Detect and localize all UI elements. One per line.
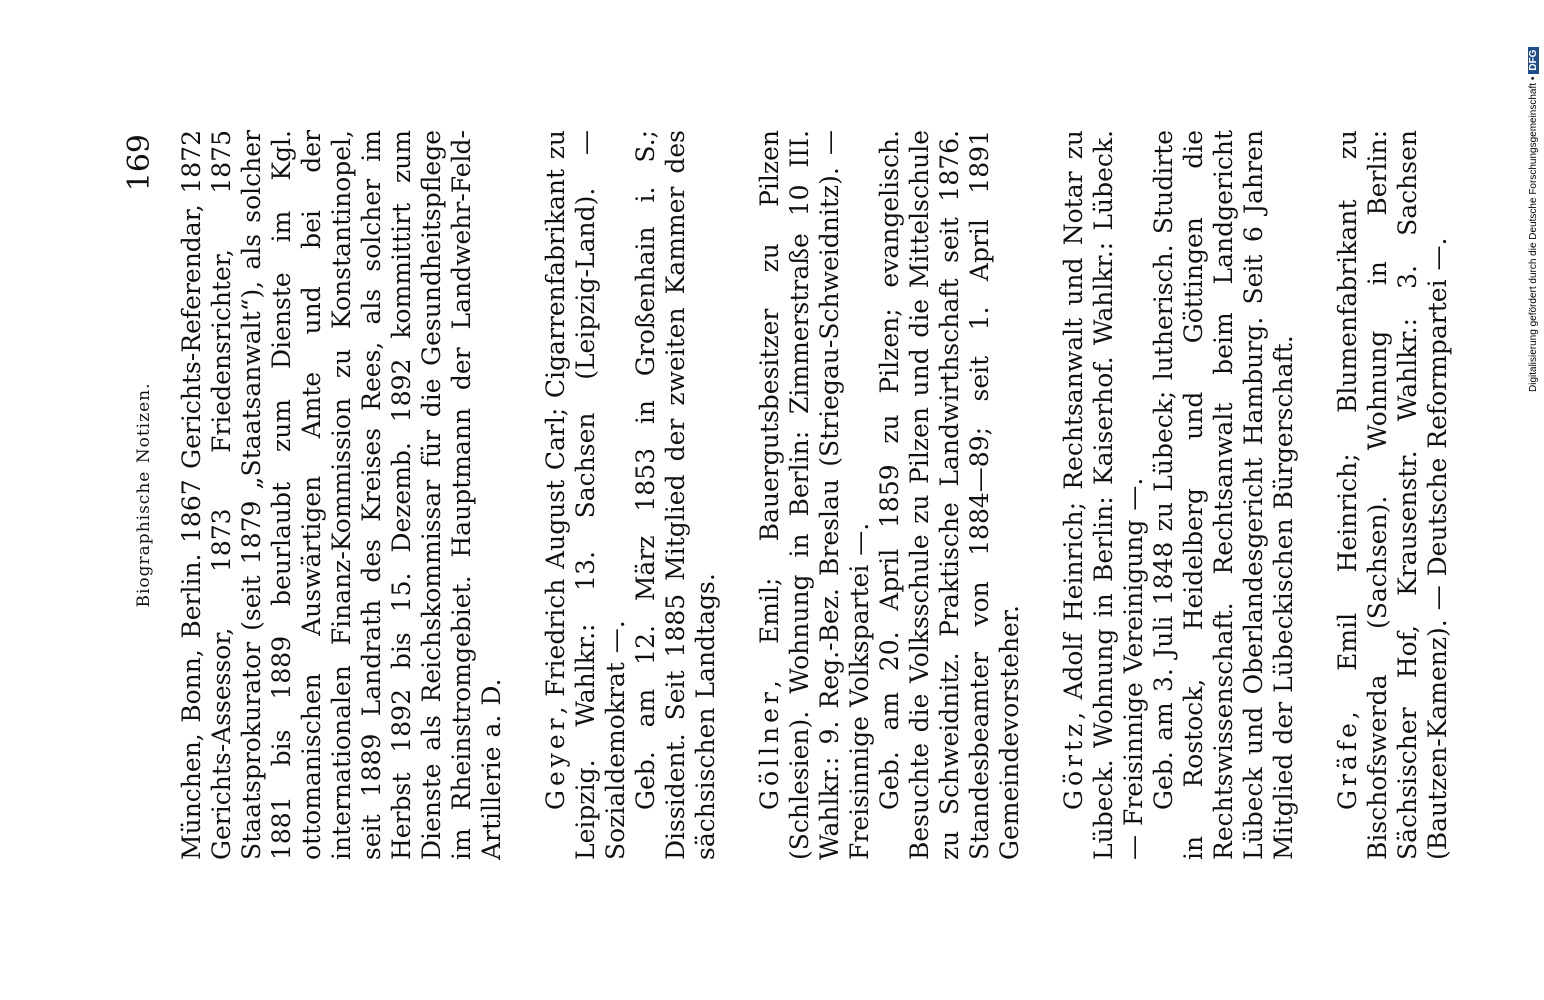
- entry-head: [1059, 130, 1149, 860]
- entry-head: [541, 130, 631, 860]
- running-head: Biographische Notizen.: [134, 382, 154, 608]
- entry-name: Geyer: [541, 714, 570, 810]
- page-number: 169: [122, 134, 157, 192]
- entry-goellner: [755, 130, 1025, 860]
- entry-graefe: [1333, 130, 1453, 860]
- entry-name: Görtz: [1059, 719, 1088, 810]
- entry-head: [1333, 130, 1453, 860]
- entry-head-text: , Emil; Bauergutsbesitzer zu Pilzen (Schlesien). Wohnung in Berlin: Zimmerstraße 10 III. Wahlkr.: 9. Reg.-Bez. Breslau (Striegau-Schweidnitz). — Freisinnige Volkspartei —.: [755, 130, 874, 860]
- entry-bio: Geb. am 12. März 1853 in Großenhain i. S.; Dissident. Seit 1885 Mitglied der zweiten Kammer des sächsischen Landtags.: [631, 130, 720, 860]
- text-column: [122, 130, 1487, 860]
- entry-head-text: , Friedrich August Carl; Cigarrenfabrikant zu Leipzig. Wahlkr.: 13. Sachsen (Leipzig-Land). — Sozialdemokrat —.: [541, 130, 630, 860]
- entry-name: Gräfe: [1333, 719, 1362, 810]
- entry-name: Göllner: [755, 688, 784, 810]
- entry-geyer: [541, 130, 721, 860]
- entry-head: [755, 130, 875, 860]
- entry-bio: Geb. am 3. Juli 1848 zu Lübeck; lutherisch. Studirte in Rostock, Heidelberg und Göttingen die Rechtswissenschaft. Rechtsanwalt beim Landgericht Lübeck und Oberlandesgericht Hamburg. Seit 6 Jahren Mitglied der Lübeckischen Bürgerschaft.: [1149, 130, 1298, 860]
- entry-bio: Geb. am 20. April 1859 zu Pilzen; evangelisch. Besuchte die Volksschule zu Pilzen und die Mittelschule zu Schweidnitz. Praktische Landwirthschaft seit 1876. Standesbeamter von 1884—89; seit 1. April 1891 Gemeindevorsteher.: [875, 130, 1024, 860]
- page-header: [122, 130, 177, 860]
- rotated-page-content: [122, 130, 1452, 860]
- intro-paragraph: [177, 130, 507, 860]
- funding-credit-text: Digitalisierung gefördert durch die Deutsche Forschungsgemeinschaft •: [1528, 76, 1539, 392]
- entry-head-text: , Adolf Heinrich; Rechtsanwalt und Notar zu Lübeck. Wohnung in Berlin: Kaiserhof. Wahlkr.: Lübeck. — Freisinnige Vereinigung —.: [1059, 130, 1148, 860]
- entry-head-text: , Emil Heinrich; Blumenfabrikant zu Bischofswerda (Sachsen). Wohnung in Berlin: Sächsischer Hof, Krausenstr. Wahlkr.: 3. Sachsen (Bautzen-Kamenz). — Deutsche Reformpartei —.: [1333, 130, 1452, 860]
- dfg-logo: DFG: [1528, 47, 1539, 74]
- dfg-funding-credit: [1528, 47, 1539, 392]
- intro-text: München, Bonn, Berlin. 1867 Gerichts-Referendar, 1872 Gerichts-Assessor, 1873 Friedensrichter, 1875 Staatsprokurator (seit 1879 „Staatsanwalt“), als solcher 1881 bis 1889 beurlaubt zum Dienste im Kgl. ottomanischen Auswärtigen Amte und bei der internationalen Finanz-Kommission zu Konstantinopel, seit 1889 Landrath des Kreises Rees, als solcher im Herbst 1892 bis 15. Dezemb. 1892 kommittirt zum Dienste als Reichskommissar für die Gesundheitspflege im Rheinstromgebiet. Hauptmann der Landwehr-Feld-Artillerie a. D.: [177, 130, 506, 860]
- entry-goertz: [1059, 130, 1299, 860]
